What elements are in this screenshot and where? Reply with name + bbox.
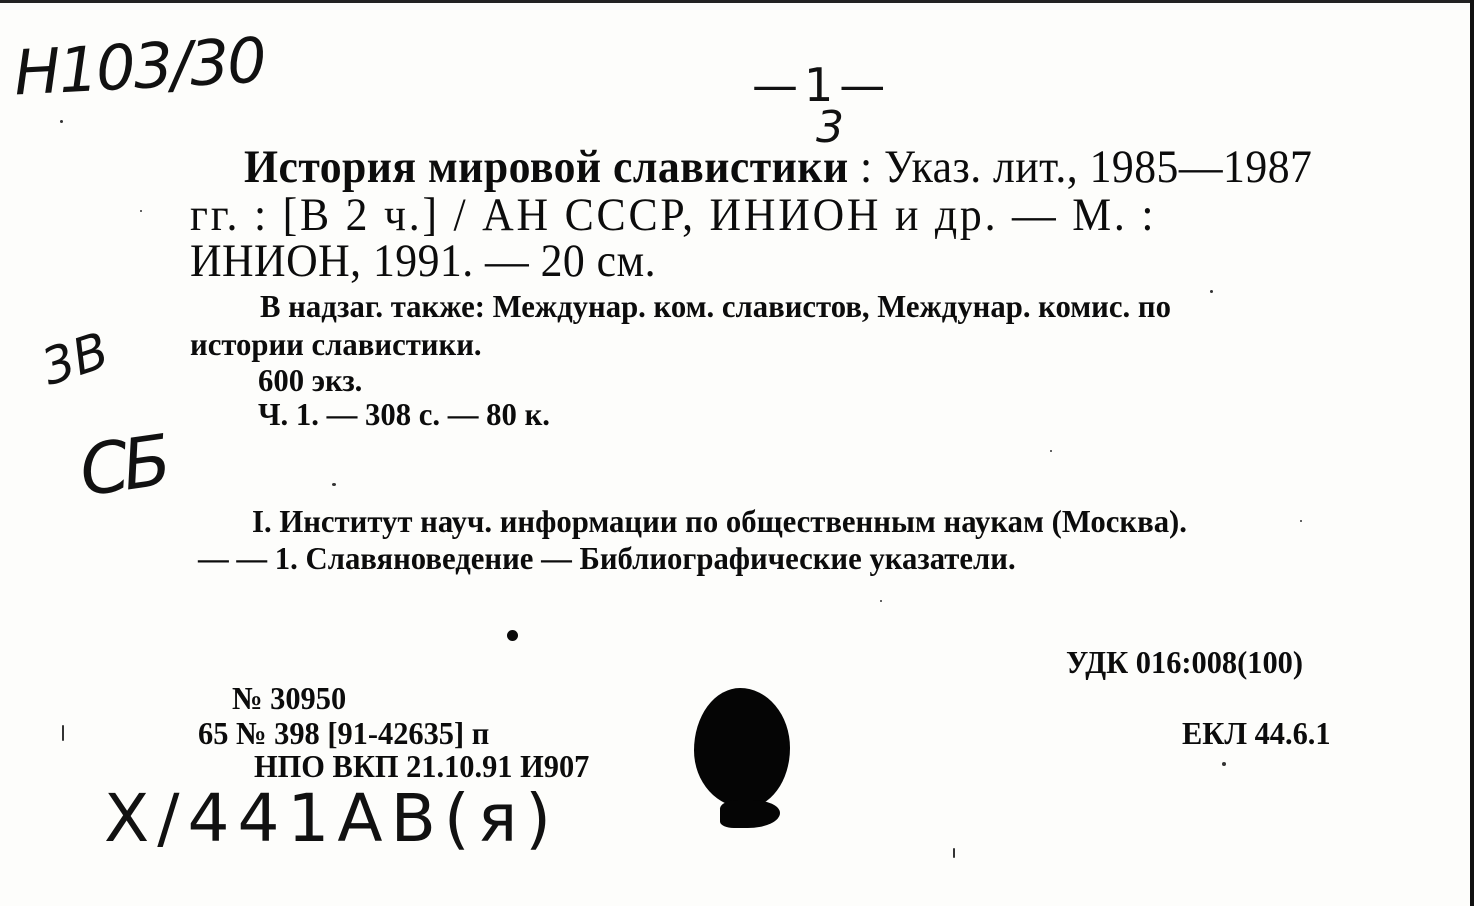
record-note-line-1: В надзаг. также: Междунар. ком. славистов, Междунар. комис. по [260, 288, 1171, 324]
record-subject-line-1: I. Институт науч. информации по общественным наукам (Москва). [252, 503, 1187, 539]
scan-speck [953, 848, 955, 858]
record-copies: 600 экз. [258, 362, 363, 398]
handwritten-side-mark-2: СБ [74, 419, 171, 513]
registry-line-2: 65 № 398 [91-42635] п [198, 715, 490, 751]
registry-number: № 30950 [232, 680, 347, 716]
scan-speck [1222, 762, 1226, 766]
record-title: История мировой славистики [244, 141, 849, 193]
record-subject-line-2: — — 1. Славяноведение — Библиографические указатели. [198, 540, 1016, 576]
handwritten-page-number: —1— [752, 58, 892, 112]
card-top-edge [0, 0, 1474, 3]
record-title-rest: : Указ. лит., 1985—1987 [848, 141, 1313, 193]
handwritten-shelfmark: Н103/30 [12, 23, 267, 110]
record-title-line-1 [244, 140, 1312, 194]
handwritten-bottom-mark: Х/441АВ(я) [104, 780, 560, 857]
scan-speck [1050, 450, 1052, 452]
ink-dot [507, 630, 518, 641]
record-part: Ч. 1. — 308 с. — 80 к. [258, 396, 550, 432]
ink-blot [694, 688, 790, 808]
udc-code: УДК 016:008(100) [1066, 644, 1303, 680]
scan-speck [140, 210, 142, 212]
scan-speck [62, 725, 64, 741]
scan-speck [880, 600, 882, 602]
registry-line-3: НПО ВКП 21.10.91 И907 [254, 748, 590, 784]
scan-speck [332, 483, 336, 486]
ink-blot-tail [720, 800, 780, 828]
scan-speck [1210, 290, 1213, 293]
record-title-line-2: гг. : [В 2 ч.] / АН СССР, ИНИОН и др. — М. : [190, 189, 1157, 241]
scan-speck [1300, 520, 1302, 522]
record-title-line-3: ИНИОН, 1991. — 20 см. [190, 235, 656, 287]
ekl-code: ЕКЛ 44.6.1 [1182, 715, 1331, 751]
scan-speck [60, 120, 63, 123]
record-note-line-2: истории славистики. [190, 326, 482, 362]
handwritten-side-mark: 3В [34, 321, 116, 397]
card-right-edge [1470, 0, 1474, 906]
handwritten-sheet-mark: 3 [816, 102, 844, 153]
